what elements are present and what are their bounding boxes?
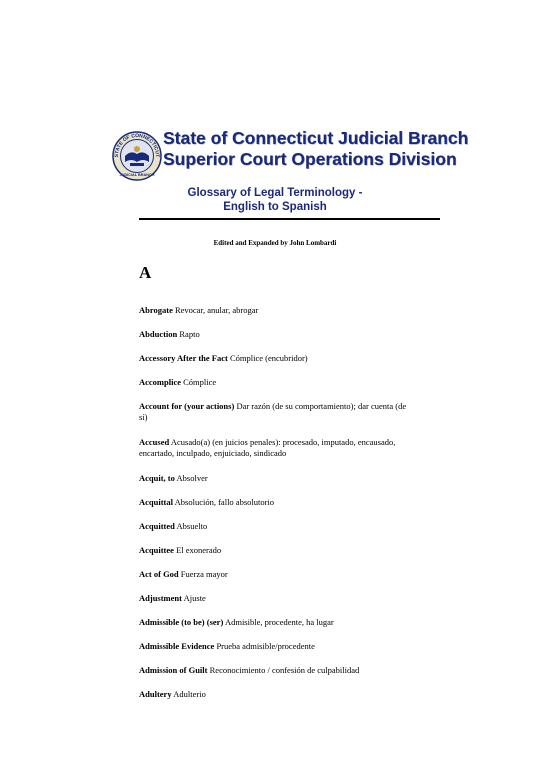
entry-definition: Absolución, fallo absolutorio — [174, 497, 275, 507]
entry-term: Acquittal — [139, 497, 173, 507]
entry-term: Abduction — [139, 329, 178, 339]
glossary-entry — [139, 401, 414, 437]
title-divider — [139, 218, 440, 220]
organization-heading — [163, 128, 468, 170]
entry-definition: Rapto — [179, 329, 200, 339]
entry-definition: Acusado(a) (en juicios penales): procesado, imputado, encausado, encartado, inculpado, enjuiciado, sindicado — [139, 437, 396, 458]
glossary-entries — [139, 305, 414, 713]
section-letter: A — [139, 263, 152, 282]
entry-term: Accused — [139, 437, 170, 447]
entry-definition: Cómplice — [183, 377, 217, 387]
entry-definition: Cómplice (encubridor) — [229, 353, 308, 363]
judicial-seal-icon — [112, 131, 162, 181]
glossary-entry — [139, 545, 414, 569]
entry-definition: Dar razón (de su comportamiento); dar cuenta (de sí) — [139, 401, 407, 422]
glossary-entry — [139, 353, 414, 377]
document-title-line-2: English to Spanish — [223, 201, 327, 213]
entry-definition: Fuerza mayor — [180, 569, 228, 579]
entry-term: Accessory After the Fact — [139, 353, 228, 363]
entry-term: Adultery — [139, 689, 172, 699]
entry-term: Adjustment — [139, 593, 182, 603]
entry-definition: Absolver — [176, 473, 208, 483]
entry-definition: El exonerado — [176, 545, 222, 555]
entry-definition: Revocar, anular, abrogar — [174, 305, 259, 315]
glossary-entry — [139, 593, 414, 617]
entry-definition: Adulterio — [173, 689, 206, 699]
entry-term: Admission of Guilt — [139, 665, 208, 675]
entry-definition: Reconocimiento / confesión de culpabilidad — [209, 665, 360, 675]
entry-term: Abrogate — [139, 305, 173, 315]
entry-definition: Absuelto — [176, 521, 208, 531]
division-name: Superior Court Operations Division — [163, 149, 457, 169]
entry-term: Account for (your actions) — [139, 401, 235, 411]
editor-credit: Edited and Expanded by John Lombardi — [213, 239, 337, 247]
glossary-entry — [139, 617, 414, 641]
entry-term: Admissible Evidence — [139, 641, 215, 651]
glossary-entry — [139, 665, 414, 689]
glossary-entry — [139, 437, 414, 473]
glossary-entry — [139, 497, 414, 521]
glossary-entry — [139, 305, 414, 329]
entry-term: Acquittee — [139, 545, 174, 555]
glossary-entry — [139, 473, 414, 497]
entry-term: Act of God — [139, 569, 179, 579]
entry-definition: Ajuste — [183, 593, 206, 603]
seal-text-top: STATE OF CONNECTICUT — [113, 132, 161, 158]
entry-definition: Prueba admisible/procedente — [216, 641, 315, 651]
entry-term: Accomplice — [139, 377, 182, 387]
entry-term: Admissible (to be) (ser) — [139, 617, 224, 627]
seal-text-bottom: JUDICIAL BRANCH — [119, 173, 155, 177]
glossary-entry — [139, 689, 414, 713]
document-title-line-1: Glossary of Legal Terminology - — [187, 187, 363, 199]
glossary-entry — [139, 329, 414, 353]
entry-term: Acquit, to — [139, 473, 175, 483]
entry-definition: Admisible, procedente, ha lugar — [224, 617, 334, 627]
glossary-entry — [139, 569, 414, 593]
organization-name: State of Connecticut Judicial Branch — [163, 128, 469, 148]
entry-term: Acquitted — [139, 521, 175, 531]
glossary-entry — [139, 641, 414, 665]
document-title — [0, 186, 550, 214]
glossary-entry — [139, 521, 414, 545]
glossary-entry — [139, 377, 414, 401]
